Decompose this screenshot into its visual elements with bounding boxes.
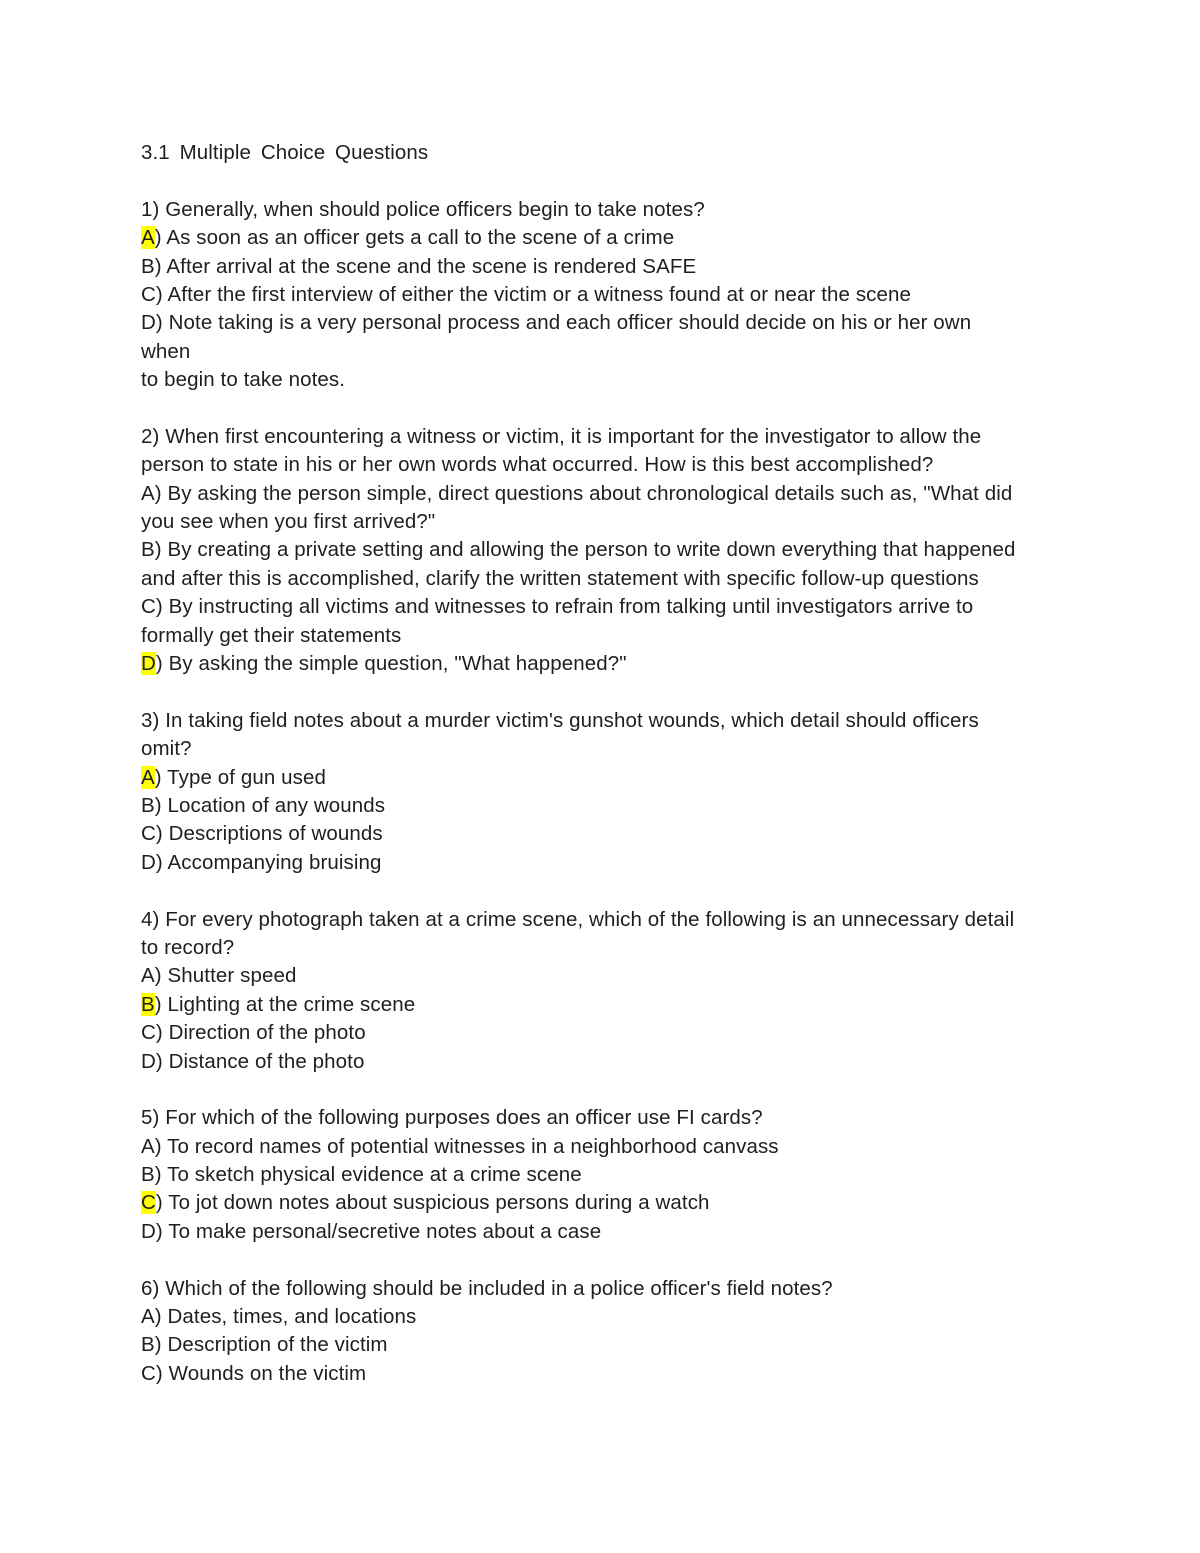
answer-option xyxy=(141,650,1071,678)
answer-text: ) To record names of potential witnesses in a neighborhood canvass xyxy=(154,1134,779,1158)
answer-option xyxy=(141,991,1071,1019)
spacer xyxy=(141,1076,1071,1104)
answer-text: ) To jot down notes about suspicious persons during a watch xyxy=(155,1191,710,1215)
spacer xyxy=(141,877,1071,905)
answer-letter: C xyxy=(141,1361,156,1385)
answer-text: ) By asking the simple question, "What happened?" xyxy=(155,652,627,676)
question-block xyxy=(141,1275,1071,1389)
answer-letter: A xyxy=(141,1134,155,1158)
answer-text: ) By instructing all victims and witnesses to refrain from talking until investigators arrive to xyxy=(155,595,974,619)
answer-letter: A xyxy=(141,964,155,988)
answer-text-continuation: formally get their statements xyxy=(141,623,402,647)
answer-option xyxy=(141,849,1071,877)
highlighted-answer-letter: D xyxy=(141,652,156,676)
spacer xyxy=(141,1246,1071,1274)
question-stem: 6) Which of the following should be included in a police officer's field notes? xyxy=(141,1276,833,1300)
answer-text: ) Note taking is a very personal process and each officer should decide on his or her own xyxy=(155,311,972,335)
question-block xyxy=(141,196,1071,395)
answer-letter: D xyxy=(141,1049,156,1073)
answer-option xyxy=(141,1360,1071,1388)
question-list xyxy=(141,196,1071,1388)
answer-option xyxy=(141,224,1071,252)
answer-option xyxy=(141,962,1071,990)
answer-letter: B xyxy=(141,538,155,562)
answer-option xyxy=(141,1218,1071,1246)
highlighted-answer-letter: B xyxy=(141,992,155,1016)
answer-option xyxy=(141,792,1071,820)
spacer xyxy=(141,678,1071,706)
question-stem: 1) Generally, when should police officers begin to take notes? xyxy=(141,197,705,221)
question-stem: 4) For every photograph taken at a crime scene, which of the following is an unnecessary detail xyxy=(141,907,1015,931)
question-block xyxy=(141,906,1071,1076)
question-block xyxy=(141,423,1071,679)
highlighted-answer-letter: A xyxy=(141,226,155,250)
question-stem: person to state in his or her own words what occurred. How is this best accomplished? xyxy=(141,453,934,477)
answer-option xyxy=(141,1189,1071,1217)
question-stem: to record? xyxy=(141,935,235,959)
answer-letter: C xyxy=(141,595,156,619)
answer-option xyxy=(141,253,1071,281)
answer-letter: A xyxy=(141,481,155,505)
answer-text: ) By creating a private setting and allowing the person to write down everything that happened xyxy=(154,538,1016,562)
answer-text: ) Accompanying bruising xyxy=(155,850,382,874)
answer-letter: D xyxy=(141,1219,156,1243)
section-title: 3.1 Multiple Choice Questions xyxy=(141,141,429,164)
answer-text: ) Shutter speed xyxy=(154,964,297,988)
highlighted-answer-letter: C xyxy=(141,1191,156,1215)
answer-text: ) Dates, times, and locations xyxy=(154,1305,417,1329)
question-block xyxy=(141,1104,1071,1246)
spacer xyxy=(141,395,1071,423)
question-stem: omit? xyxy=(141,737,192,761)
answer-text: ) As soon as an officer gets a call to the scene of a crime xyxy=(154,226,675,250)
answer-text: ) To make personal/secretive notes about a case xyxy=(155,1219,602,1243)
highlighted-answer-letter: A xyxy=(141,765,155,789)
answer-letter: D xyxy=(141,850,156,874)
answer-text: ) To sketch physical evidence at a crime scene xyxy=(154,1163,582,1187)
answer-text: ) By asking the person simple, direct questions about chronological details such as, "What did xyxy=(154,481,1013,505)
answer-text: ) Description of the victim xyxy=(154,1333,388,1357)
answer-letter: D xyxy=(141,311,156,335)
answer-option xyxy=(141,820,1071,848)
answer-letter: C xyxy=(141,1021,156,1045)
answer-text-continuation: you see when you first arrived?" xyxy=(141,510,436,534)
answer-text: ) Wounds on the victim xyxy=(155,1361,367,1385)
answer-letter: B xyxy=(141,254,155,278)
document-page xyxy=(141,139,1071,1388)
spacer xyxy=(141,167,1071,195)
answer-letter: B xyxy=(141,793,155,817)
answer-option xyxy=(141,1303,1071,1331)
question-block xyxy=(141,707,1071,877)
answer-letter: C xyxy=(141,822,156,846)
answer-letter: B xyxy=(141,1333,155,1357)
answer-text: ) Location of any wounds xyxy=(154,793,386,817)
answer-letter: C xyxy=(141,282,156,306)
question-stem: 3) In taking field notes about a murder victim's gunshot wounds, which detail should officers xyxy=(141,708,979,732)
answer-text: ) Type of gun used xyxy=(154,765,327,789)
answer-option xyxy=(141,764,1071,792)
answer-letter: B xyxy=(141,1163,155,1187)
answer-option xyxy=(141,309,1071,337)
answer-option xyxy=(141,593,1071,621)
answer-text-continuation: and after this is accomplished, clarify the written statement with specific follow-up questions xyxy=(141,566,979,590)
answer-text: ) After arrival at the scene and the scene is rendered SAFE xyxy=(154,254,697,278)
answer-option xyxy=(141,1019,1071,1047)
answer-text: ) Direction of the photo xyxy=(155,1021,366,1045)
answer-text: ) Descriptions of wounds xyxy=(155,822,383,846)
answer-text-continuation: when xyxy=(141,339,191,363)
answer-option xyxy=(141,480,1071,508)
answer-text-continuation: to begin to take notes. xyxy=(141,368,346,392)
question-stem: 2) When first encountering a witness or victim, it is important for the investigator to allow the xyxy=(141,424,982,448)
answer-letter: A xyxy=(141,1305,155,1329)
question-stem: 5) For which of the following purposes does an officer use FI cards? xyxy=(141,1106,763,1130)
answer-option xyxy=(141,1161,1071,1189)
answer-option xyxy=(141,1133,1071,1161)
answer-text: ) Lighting at the crime scene xyxy=(154,992,416,1016)
answer-option xyxy=(141,281,1071,309)
answer-option xyxy=(141,536,1071,564)
answer-text: ) Distance of the photo xyxy=(155,1049,365,1073)
answer-text: ) After the first interview of either the victim or a witness found at or near the scene xyxy=(155,282,912,306)
answer-option xyxy=(141,1048,1071,1076)
answer-option xyxy=(141,1331,1071,1359)
